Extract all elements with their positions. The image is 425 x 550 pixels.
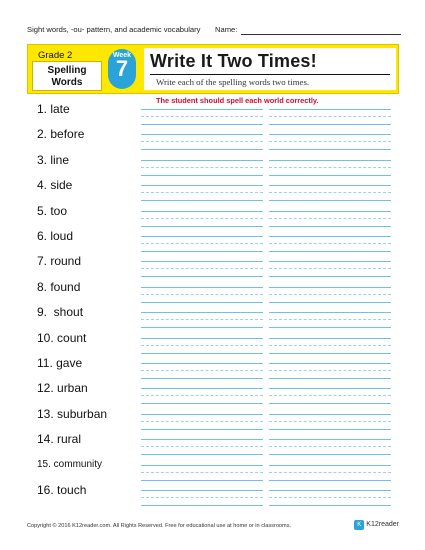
handwriting-lines[interactable] <box>269 286 391 303</box>
title-rule <box>150 74 390 75</box>
solid-guideline <box>269 276 391 277</box>
dashed-midline <box>269 116 391 117</box>
dashed-midline <box>141 345 263 346</box>
handwriting-lines[interactable] <box>269 235 391 252</box>
solid-guideline <box>269 261 391 262</box>
solid-guideline <box>141 465 263 466</box>
grade-box <box>32 49 102 89</box>
solid-guideline <box>269 149 391 150</box>
grade-label: Grade 2 <box>38 50 73 61</box>
solid-guideline <box>141 429 263 430</box>
handwriting-lines[interactable] <box>269 159 391 176</box>
solid-guideline <box>269 429 391 430</box>
handwriting-lines[interactable] <box>269 337 391 354</box>
solid-guideline <box>269 439 391 440</box>
solid-guideline <box>141 149 263 150</box>
spelling-word: 15. community <box>37 458 103 470</box>
spelling-word: 6. loud <box>37 229 74 243</box>
instructions-text: Write each of the spelling words two times. <box>156 77 310 87</box>
solid-guideline <box>269 160 391 161</box>
solid-guideline <box>141 327 263 328</box>
writing-row <box>137 184 392 205</box>
spelling-word: 8. found <box>37 279 81 294</box>
writing-area <box>137 104 392 504</box>
spelling-word: 1. late <box>37 102 70 116</box>
dashed-midline <box>269 218 391 219</box>
spelling-word: 4. side <box>37 178 73 193</box>
solid-guideline <box>141 312 263 313</box>
solid-guideline <box>141 124 263 125</box>
spelling-label: Spelling <box>47 65 87 76</box>
writing-row <box>137 413 392 434</box>
page-title: Write It Two Times! <box>150 51 317 71</box>
week-number: 7 <box>115 56 129 81</box>
solid-guideline <box>269 403 391 404</box>
handwriting-lines[interactable] <box>141 108 263 125</box>
name-label: Name: <box>215 25 238 34</box>
handwriting-lines[interactable] <box>269 184 391 201</box>
solid-guideline <box>141 439 263 440</box>
solid-guideline <box>141 236 263 237</box>
handwriting-lines[interactable] <box>269 362 391 379</box>
dashed-midline <box>141 472 263 473</box>
worksheet-header <box>27 44 399 94</box>
writing-row <box>137 235 392 256</box>
solid-guideline <box>269 134 391 135</box>
writing-row <box>137 438 392 459</box>
dashed-midline <box>141 319 263 320</box>
solid-guideline <box>141 261 263 262</box>
footer <box>27 520 399 534</box>
solid-guideline <box>269 338 391 339</box>
solid-guideline <box>141 185 263 186</box>
dashed-midline <box>269 167 391 168</box>
solid-guideline <box>141 226 263 227</box>
dashed-midline <box>269 345 391 346</box>
spelling-word: 2. before <box>37 127 85 142</box>
dashed-midline <box>269 319 391 320</box>
spelling-word: 10. count <box>37 330 87 345</box>
subject-text: Sight words, -ou- pattern, and academic vocabulary <box>27 25 201 34</box>
writing-row <box>137 362 392 383</box>
solid-guideline <box>141 211 263 212</box>
solid-guideline <box>269 378 391 379</box>
dashed-midline <box>269 243 391 244</box>
handwriting-lines[interactable] <box>141 337 263 354</box>
handwriting-lines[interactable] <box>141 260 263 277</box>
dashed-midline <box>141 268 263 269</box>
solid-guideline <box>269 302 391 303</box>
solid-guideline <box>141 200 263 201</box>
spelling-word: 12. urban <box>37 381 88 396</box>
spelling-word: 13. suburban <box>37 406 108 421</box>
title-panel <box>144 48 396 90</box>
handwriting-lines[interactable] <box>141 311 263 328</box>
dashed-midline <box>141 141 263 142</box>
handwriting-lines[interactable] <box>141 210 263 227</box>
handwriting-lines[interactable] <box>141 464 263 481</box>
dashed-midline <box>141 167 263 168</box>
handwriting-lines[interactable] <box>141 184 263 201</box>
solid-guideline <box>269 327 391 328</box>
handwriting-lines[interactable] <box>269 489 391 506</box>
handwriting-lines[interactable] <box>269 133 391 150</box>
handwriting-lines[interactable] <box>141 159 263 176</box>
dashed-midline <box>269 268 391 269</box>
dashed-midline <box>141 192 263 193</box>
solid-guideline <box>269 236 391 237</box>
handwriting-lines[interactable] <box>141 438 263 455</box>
answer-note: The student should spell each world correctly. <box>156 96 319 105</box>
solid-guideline <box>269 363 391 364</box>
solid-guideline <box>269 185 391 186</box>
name-blank-line[interactable] <box>241 34 401 35</box>
k12reader-logo <box>354 520 399 530</box>
spelling-word: 11. gave <box>37 356 83 370</box>
solid-guideline <box>141 276 263 277</box>
dashed-midline <box>269 370 391 371</box>
solid-guideline <box>269 465 391 466</box>
solid-guideline <box>269 175 391 176</box>
solid-guideline <box>269 200 391 201</box>
solid-guideline <box>141 454 263 455</box>
writing-row <box>137 210 392 231</box>
solid-guideline <box>269 414 391 415</box>
solid-guideline <box>269 287 391 288</box>
handwriting-lines[interactable] <box>269 387 391 404</box>
dashed-midline <box>141 497 263 498</box>
copyright-text: Copyright © 2016 K12reader.com. All Rights Reserved. Free for educational use at home or in classrooms. <box>27 523 292 529</box>
solid-guideline <box>269 312 391 313</box>
solid-guideline <box>269 124 391 125</box>
handwriting-lines[interactable] <box>269 413 391 430</box>
book-icon: K <box>354 520 364 530</box>
handwriting-lines[interactable] <box>141 235 263 252</box>
solid-guideline <box>141 505 263 506</box>
solid-guideline <box>269 211 391 212</box>
dashed-midline <box>141 243 263 244</box>
solid-guideline <box>269 109 391 110</box>
writing-row <box>137 260 392 281</box>
solid-guideline <box>141 287 263 288</box>
handwriting-lines[interactable] <box>141 387 263 404</box>
solid-guideline <box>269 226 391 227</box>
handwriting-lines[interactable] <box>269 210 391 227</box>
writing-row <box>137 464 392 485</box>
spelling-word: 9. shout <box>37 305 84 320</box>
dashed-midline <box>269 421 391 422</box>
handwriting-lines[interactable] <box>269 260 391 277</box>
solid-guideline <box>269 480 391 481</box>
solid-guideline <box>269 251 391 252</box>
solid-guideline <box>141 251 263 252</box>
dashed-midline <box>269 141 391 142</box>
week-badge <box>108 49 136 89</box>
writing-row <box>137 337 392 358</box>
writing-row <box>137 133 392 154</box>
dashed-midline <box>141 294 263 295</box>
spelling-word: 5. too <box>37 203 68 218</box>
spelling-word: 7. round <box>37 254 82 269</box>
handwriting-lines[interactable] <box>269 311 391 328</box>
solid-guideline <box>141 338 263 339</box>
solid-guideline <box>141 490 263 491</box>
spelling-words-card <box>32 61 102 91</box>
dashed-midline <box>269 497 391 498</box>
solid-guideline <box>141 388 263 389</box>
handwriting-lines[interactable] <box>269 108 391 125</box>
solid-guideline <box>141 403 263 404</box>
handwriting-lines[interactable] <box>141 413 263 430</box>
solid-guideline <box>141 378 263 379</box>
solid-guideline <box>141 353 263 354</box>
solid-guideline <box>141 363 263 364</box>
dashed-midline <box>141 395 263 396</box>
logo-text: K12reader <box>366 521 399 528</box>
handwriting-lines[interactable] <box>141 362 263 379</box>
solid-guideline <box>269 388 391 389</box>
handwriting-lines[interactable] <box>141 489 263 506</box>
solid-guideline <box>141 160 263 161</box>
solid-guideline <box>141 109 263 110</box>
dashed-midline <box>269 395 391 396</box>
spelling-word: 3. line <box>37 152 70 167</box>
solid-guideline <box>141 480 263 481</box>
spelling-word: 16. touch <box>37 483 87 497</box>
solid-guideline <box>269 454 391 455</box>
handwriting-lines[interactable] <box>141 133 263 150</box>
spelling-word: 14. rural <box>37 432 82 447</box>
dashed-midline <box>269 294 391 295</box>
dashed-midline <box>141 421 263 422</box>
solid-guideline <box>269 505 391 506</box>
dashed-midline <box>269 192 391 193</box>
writing-row <box>137 286 392 307</box>
solid-guideline <box>141 134 263 135</box>
dashed-midline <box>269 446 391 447</box>
dashed-midline <box>141 116 263 117</box>
writing-row <box>137 489 392 510</box>
handwriting-lines[interactable] <box>269 438 391 455</box>
handwriting-lines[interactable] <box>269 464 391 481</box>
solid-guideline <box>141 302 263 303</box>
solid-guideline <box>141 175 263 176</box>
words-label: Words <box>51 76 83 88</box>
writing-row <box>137 387 392 408</box>
solid-guideline <box>141 414 263 415</box>
dashed-midline <box>141 218 263 219</box>
solid-guideline <box>269 353 391 354</box>
writing-row <box>137 108 392 129</box>
top-bar <box>27 25 407 39</box>
solid-guideline <box>269 490 391 491</box>
week-label: Week <box>112 52 132 59</box>
dashed-midline <box>141 370 263 371</box>
writing-row <box>137 311 392 332</box>
dashed-midline <box>141 446 263 447</box>
writing-row <box>137 159 392 180</box>
handwriting-lines[interactable] <box>141 286 263 303</box>
dashed-midline <box>269 472 391 473</box>
